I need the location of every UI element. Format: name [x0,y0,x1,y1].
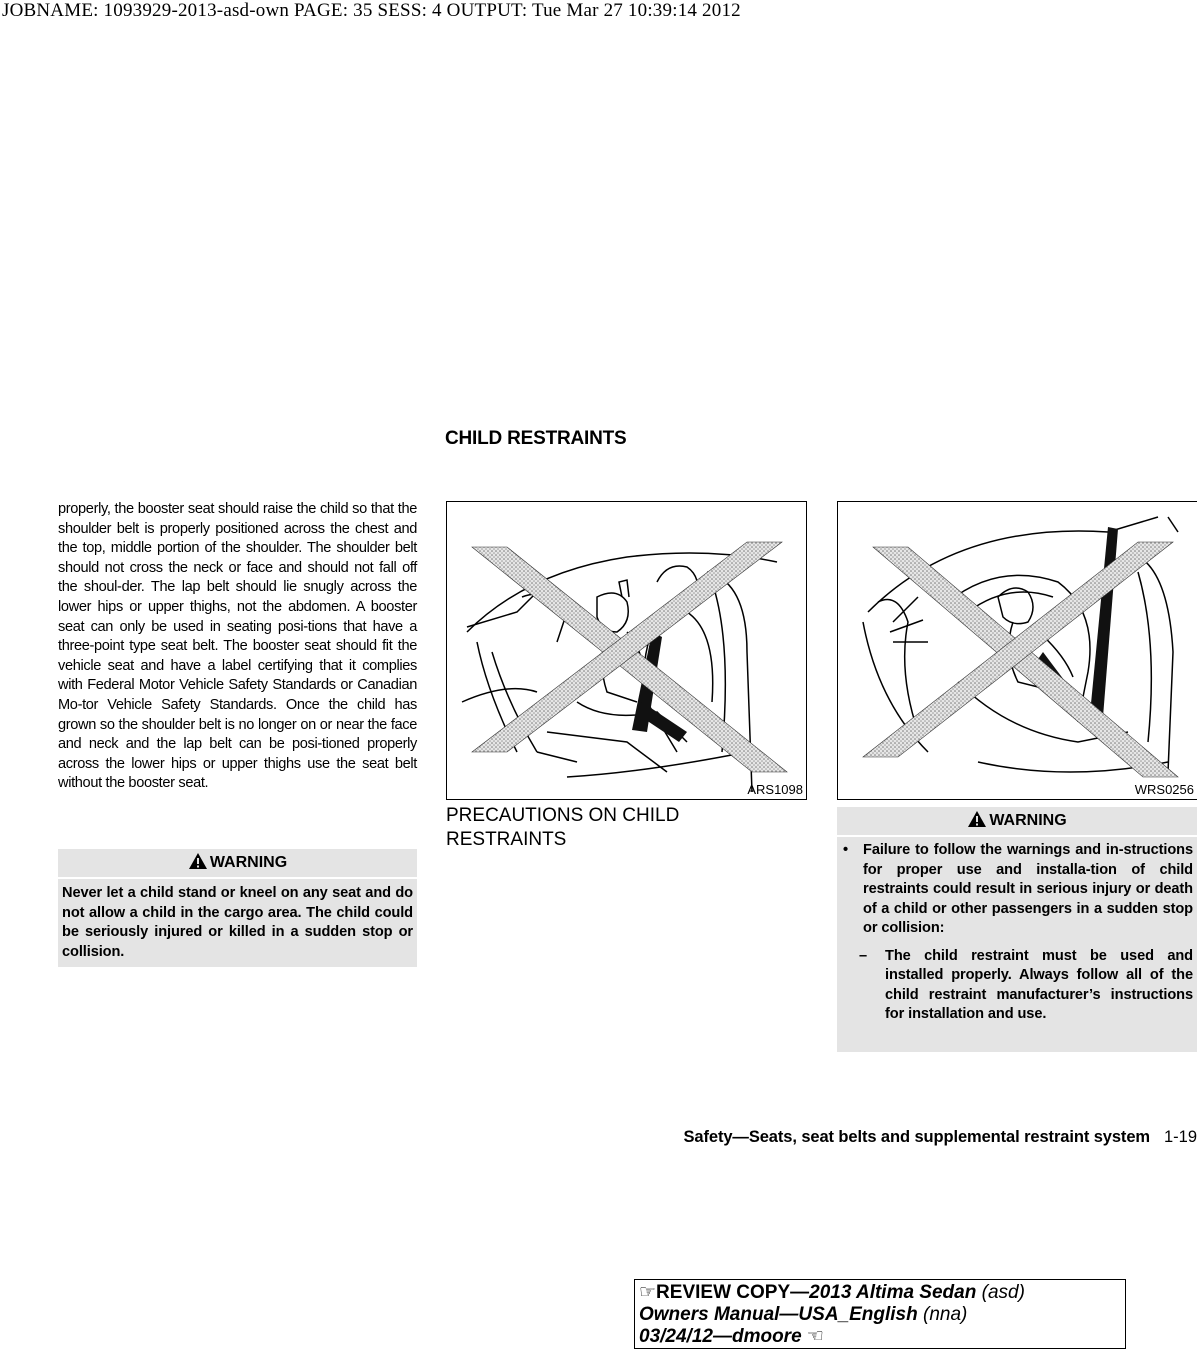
bullet-symbol: • [843,842,849,858]
precautions-subheading: PRECAUTIONS ON CHILD RESTRAINTS [446,805,680,850]
job-header-line: JOBNAME: 1093929-2013-asd-own PAGE: 35 SESS: 4 OUTPUT: Tue Mar 27 10:39:14 2012 [2,0,741,21]
warning-bullet-item [841,841,1193,939]
warning-box-child-restraints [837,807,1197,1052]
warning-dash-item [841,947,1193,1025]
dash-text: The child restraint must be used and installed properly. Always follow all of the child restraint manufacturer’s instructions for installation and use. [885,947,1193,1022]
rear-facing-seat-illustration [838,502,1197,799]
pointing-hand-left-icon: ☜ [806,1326,824,1347]
pointing-hand-right-icon: ☞ [639,1282,657,1303]
warning-text: Never let a child stand or kneel on any seat and do not allow a child in the cargo area. The child could be seriously injured or killed in a sudden stop or collision. [62,885,413,960]
section-title: CHILD RESTRAINTS [445,428,627,449]
warning-text [837,837,1197,1025]
review-line-2: Owners Manual—USA_English (nna) [639,1304,968,1325]
child-on-lap-illustration [447,502,806,799]
figure-airbag-incorrect [837,501,1197,800]
figure-code: ARS1098 [747,782,803,797]
warning-box-cargo [58,849,417,967]
page-footer [566,1128,1197,1147]
warning-title: WARNING [58,849,417,879]
bullet-text: Failure to follow the warnings and in-structions for proper use and installa-tion of child restraints could result in serious injury or death of a child or other passengers in a sudden stop or collision: [863,842,1193,936]
review-line-3: 03/24/12—dmoore ☜ [639,1326,824,1347]
review-line-1: ☞REVIEW COPY—2013 Altima Sedan (asd) [639,1282,1025,1303]
figure-booster-incorrect [446,501,807,800]
footer-chapter-title: Safety—Seats, seat belts and supplemental restraint system [683,1128,1150,1146]
booster-seat-paragraph: properly, the booster seat should raise the child so that the shoulder belt is properly positioned across the chest and the top, middle portion of the shoulder. The shoulder belt should not cross the neck or face and should not fall off the shoul-der. The lap belt should lie snugly across the lower hips or upper thighs, not the abdomen. A booster seat can only be used in seating posi-tions that have a three-point type seat belt. The booster seat should fit the vehicle seat and have a label certifying that it complies with Federal Motor Vehicle Safety Standards or Canadian Mo-tor Vehicle Safety Standards. Once the child has grown so the shoulder belt is no longer on or near the face and neck and the lap belt can be posi-tioned properly across the lower hips or upper thighs use the seat belt without the booster seat. [58,501,417,792]
review-copy-stamp [634,1279,1126,1349]
dash-symbol: – [859,947,868,964]
warning-triangle-icon [967,810,987,828]
figure-code: WRS0256 [1134,782,1194,797]
warning-triangle-icon [188,852,208,870]
warning-title: WARNING [837,807,1197,837]
page-number: 1-19 [1163,1128,1197,1146]
